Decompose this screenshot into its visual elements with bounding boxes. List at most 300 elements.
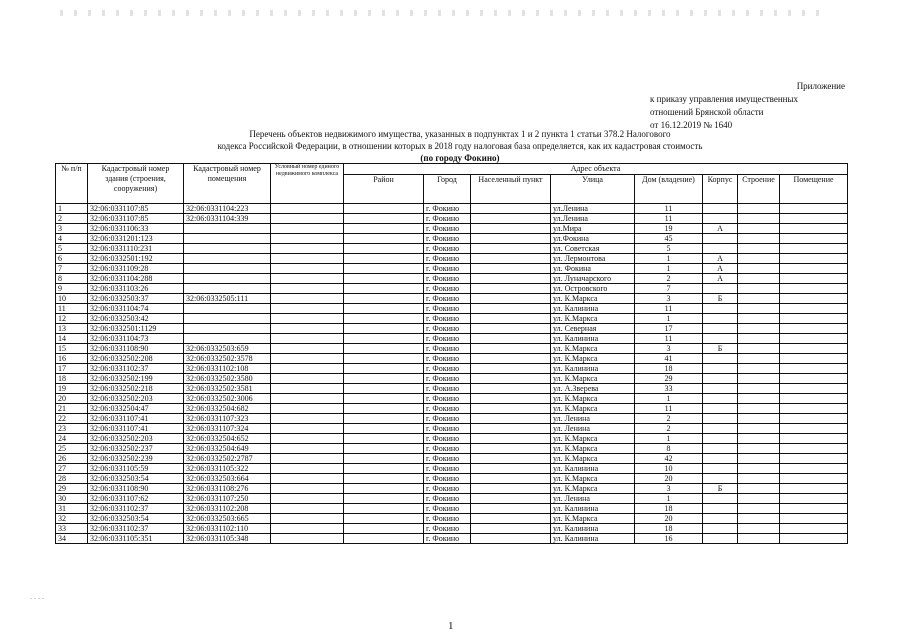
table-row (56, 354, 848, 364)
cell-building-cadastral: 32:06:0331104:288 (88, 274, 184, 284)
cell-house: 2 (635, 274, 703, 284)
cell-structure (738, 274, 780, 284)
cell-room (780, 484, 848, 494)
cell-settlement (471, 494, 551, 504)
cell-num: 27 (56, 464, 88, 474)
cell-corpus (703, 314, 738, 324)
table-row (56, 284, 848, 294)
cell-house: 11 (635, 214, 703, 224)
cell-street: ул. Лермонтова (551, 254, 635, 264)
cell-building-cadastral: 32:06:0332501:192 (88, 254, 184, 264)
cell-room (780, 384, 848, 394)
cell-room (780, 504, 848, 514)
cell-structure (738, 454, 780, 464)
cell-room (780, 324, 848, 334)
cell-premises-cadastral: 32:06:0331104:223 (184, 204, 271, 214)
cell-district (344, 534, 424, 544)
table-row (56, 344, 848, 354)
scan-noise-strip (60, 10, 820, 16)
cell-premises-cadastral: 32:06:0331104:339 (184, 214, 271, 224)
cell-settlement (471, 484, 551, 494)
cell-room (780, 274, 848, 284)
cell-premises-cadastral: 32:06:0332504:652 (184, 434, 271, 444)
cell-city: г. Фокино (424, 364, 471, 374)
cell-premises-cadastral: 32:06:0332502:3581 (184, 384, 271, 394)
table-row (56, 494, 848, 504)
cell-num: 15 (56, 344, 88, 354)
cell-building-cadastral: 32:06:0331107:41 (88, 424, 184, 434)
cell-num: 6 (56, 254, 88, 264)
cell-district (344, 354, 424, 364)
cell-settlement (471, 354, 551, 364)
cell-structure (738, 244, 780, 254)
cell-district (344, 384, 424, 394)
cell-settlement (471, 434, 551, 444)
cell-street: ул. К.Маркса (551, 314, 635, 324)
cell-settlement (471, 524, 551, 534)
cell-house: 20 (635, 514, 703, 524)
cell-corpus (703, 474, 738, 484)
cell-city: г. Фокино (424, 404, 471, 414)
cell-city: г. Фокино (424, 394, 471, 404)
cell-corpus (703, 494, 738, 504)
cell-building-cadastral: 32:06:0332504:47 (88, 404, 184, 414)
cell-street: ул. К.Маркса (551, 354, 635, 364)
cell-complex (271, 224, 344, 234)
cell-city: г. Фокино (424, 314, 471, 324)
cell-corpus (703, 514, 738, 524)
cell-corpus (703, 404, 738, 414)
cell-complex (271, 254, 344, 264)
cell-num: 30 (56, 494, 88, 504)
cell-premises-cadastral: 32:06:0332502:3006 (184, 394, 271, 404)
cell-num: 5 (56, 244, 88, 254)
cell-complex (271, 364, 344, 374)
cell-street: ул. Луначарского (551, 274, 635, 284)
cell-room (780, 364, 848, 374)
cell-street: ул. Советская (551, 244, 635, 254)
cell-city: г. Фокино (424, 434, 471, 444)
cell-num: 29 (56, 484, 88, 494)
cell-room (780, 214, 848, 224)
cell-num: 13 (56, 324, 88, 334)
cell-corpus: А (703, 254, 738, 264)
cell-premises-cadastral (184, 244, 271, 254)
cell-city: г. Фокино (424, 384, 471, 394)
cell-settlement (471, 254, 551, 264)
cell-street: ул. К.Маркса (551, 484, 635, 494)
table-row (56, 464, 848, 474)
cell-city: г. Фокино (424, 534, 471, 544)
cell-building-cadastral: 32:06:0331107:85 (88, 204, 184, 214)
cell-structure (738, 434, 780, 444)
cell-complex (271, 494, 344, 504)
heading-line-2: кодекса Российской Федерации, в отношении которых в 2018 году налоговая база определяется, как их кадастровая стоимость (217, 141, 703, 151)
cell-room (780, 294, 848, 304)
cell-premises-cadastral (184, 224, 271, 234)
cell-district (344, 284, 424, 294)
appendix-line-1: к приказу управления имущественных (650, 94, 799, 104)
cell-city: г. Фокино (424, 324, 471, 334)
cell-complex (271, 444, 344, 454)
cell-complex (271, 274, 344, 284)
cell-settlement (471, 344, 551, 354)
cell-room (780, 334, 848, 344)
cell-street: ул. А.Зверева (551, 384, 635, 394)
cell-street: ул. Северная (551, 324, 635, 334)
table-row (56, 324, 848, 334)
cell-premises-cadastral: 32:06:0332502:3580 (184, 374, 271, 384)
cell-building-cadastral: 32:06:0332502:208 (88, 354, 184, 364)
header-street: Улица (551, 175, 635, 204)
cell-settlement (471, 464, 551, 474)
cell-city: г. Фокино (424, 374, 471, 384)
cell-corpus (703, 434, 738, 444)
cell-complex (271, 504, 344, 514)
cell-corpus (703, 414, 738, 424)
cell-street: ул.Фокина (551, 234, 635, 244)
cell-num: 22 (56, 414, 88, 424)
cell-district (344, 254, 424, 264)
cell-num: 12 (56, 314, 88, 324)
table-row (56, 254, 848, 264)
cell-complex (271, 434, 344, 444)
cell-house: 1 (635, 494, 703, 504)
cell-street: ул. К.Маркса (551, 404, 635, 414)
cell-premises-cadastral (184, 304, 271, 314)
cell-num: 26 (56, 454, 88, 464)
cell-street: ул. К.Маркса (551, 444, 635, 454)
heading-line-3: (по городу Фокино) (420, 153, 500, 163)
cell-corpus: А (703, 274, 738, 284)
cell-city: г. Фокино (424, 334, 471, 344)
cell-room (780, 244, 848, 254)
cell-building-cadastral: 32:06:0331107:85 (88, 214, 184, 224)
cell-district (344, 214, 424, 224)
cell-num: 28 (56, 474, 88, 484)
cell-house: 45 (635, 234, 703, 244)
header-corpus: Корпус (703, 175, 738, 204)
cell-building-cadastral: 32:06:0331105:351 (88, 534, 184, 544)
cell-premises-cadastral: 32:06:0332504:682 (184, 404, 271, 414)
cell-street: ул.Мира (551, 224, 635, 234)
cell-corpus: Б (703, 484, 738, 494)
table-row (56, 534, 848, 544)
header-premises: Кадастровый номер помещения (184, 164, 271, 204)
appendix-title: Приложение (796, 81, 845, 91)
cell-num: 2 (56, 214, 88, 224)
header-room: Помещение (780, 175, 848, 204)
table-row (56, 244, 848, 254)
cell-corpus (703, 454, 738, 464)
cell-building-cadastral: 32:06:0331201:123 (88, 234, 184, 244)
cell-building-cadastral: 32:06:0331107:62 (88, 494, 184, 504)
cell-premises-cadastral: 32:06:0332503:659 (184, 344, 271, 354)
cell-district (344, 474, 424, 484)
property-register-table (55, 163, 848, 544)
cell-street: ул. Калинина (551, 464, 635, 474)
cell-complex (271, 414, 344, 424)
table-row (56, 264, 848, 274)
cell-building-cadastral: 32:06:0332503:54 (88, 474, 184, 484)
table-row (56, 374, 848, 384)
cell-num: 23 (56, 424, 88, 434)
cell-house: 19 (635, 224, 703, 234)
cell-premises-cadastral (184, 274, 271, 284)
cell-complex (271, 344, 344, 354)
table-row (56, 384, 848, 394)
cell-corpus (703, 334, 738, 344)
cell-city: г. Фокино (424, 454, 471, 464)
cell-house: 3 (635, 344, 703, 354)
cell-premises-cadastral (184, 314, 271, 324)
cell-district (344, 314, 424, 324)
cell-room (780, 394, 848, 404)
cell-street: ул. Калинина (551, 534, 635, 544)
cell-city: г. Фокино (424, 524, 471, 534)
cell-num: 34 (56, 534, 88, 544)
table-row (56, 294, 848, 304)
cell-settlement (471, 324, 551, 334)
cell-premises-cadastral (184, 254, 271, 264)
cell-num: 33 (56, 524, 88, 534)
cell-city: г. Фокино (424, 254, 471, 264)
cell-corpus (703, 234, 738, 244)
cell-house: 1 (635, 434, 703, 444)
cell-premises-cadastral: 32:06:0332503:665 (184, 514, 271, 524)
cell-street: ул. К.Маркса (551, 454, 635, 464)
cell-room (780, 464, 848, 474)
cell-building-cadastral: 32:06:0332502:203 (88, 394, 184, 404)
cell-street: ул. Калинина (551, 504, 635, 514)
cell-building-cadastral: 32:06:0332502:203 (88, 434, 184, 444)
cell-structure (738, 464, 780, 474)
header-address: Адрес объекта (344, 164, 848, 175)
cell-premises-cadastral (184, 234, 271, 244)
cell-settlement (471, 204, 551, 214)
cell-num: 3 (56, 224, 88, 234)
cell-house: 11 (635, 204, 703, 214)
cell-corpus (703, 364, 738, 374)
cell-premises-cadastral: 32:06:0331107:324 (184, 424, 271, 434)
cell-complex (271, 234, 344, 244)
cell-settlement (471, 394, 551, 404)
table-row (56, 424, 848, 434)
cell-premises-cadastral (184, 324, 271, 334)
cell-num: 20 (56, 394, 88, 404)
cell-corpus (703, 464, 738, 474)
cell-structure (738, 524, 780, 534)
cell-house: 16 (635, 534, 703, 544)
cell-building-cadastral: 32:06:0332503:37 (88, 294, 184, 304)
cell-room (780, 424, 848, 434)
cell-room (780, 344, 848, 354)
cell-room (780, 374, 848, 384)
cell-street: ул. К.Маркса (551, 394, 635, 404)
cell-settlement (471, 374, 551, 384)
header-num: № п/п (56, 164, 88, 204)
cell-city: г. Фокино (424, 294, 471, 304)
cell-district (344, 524, 424, 534)
cell-structure (738, 504, 780, 514)
cell-settlement (471, 364, 551, 374)
cell-structure (738, 214, 780, 224)
appendix-line-2: отношений Брянской области (650, 107, 764, 117)
cell-settlement (471, 534, 551, 544)
cell-house: 5 (635, 244, 703, 254)
cell-num: 1 (56, 204, 88, 214)
header-complex: Условный номер единого недвижимого комплекса (271, 164, 344, 204)
cell-corpus (703, 374, 738, 384)
cell-settlement (471, 284, 551, 294)
cell-settlement (471, 474, 551, 484)
table-row (56, 224, 848, 234)
cell-room (780, 474, 848, 484)
cell-room (780, 514, 848, 524)
table-row (56, 474, 848, 484)
cell-district (344, 434, 424, 444)
cell-house: 18 (635, 524, 703, 534)
cell-building-cadastral: 32:06:0332502:199 (88, 374, 184, 384)
cell-structure (738, 324, 780, 334)
cell-house: 42 (635, 454, 703, 464)
cell-building-cadastral: 32:06:0332503:54 (88, 514, 184, 524)
cell-complex (271, 244, 344, 254)
cell-complex (271, 314, 344, 324)
cell-premises-cadastral: 32:06:0331107:323 (184, 414, 271, 424)
cell-structure (738, 354, 780, 364)
cell-num: 16 (56, 354, 88, 364)
cell-structure (738, 234, 780, 244)
cell-structure (738, 384, 780, 394)
heading-line-1: Перечень объектов недвижимого имущества, указанных в подпунктах 1 и 2 пункта 1 статьи 378.2 Налогового (249, 129, 671, 139)
cell-district (344, 204, 424, 214)
table-row (56, 484, 848, 494)
cell-num: 24 (56, 434, 88, 444)
cell-house: 1 (635, 264, 703, 274)
cell-building-cadastral: 32:06:0331102:37 (88, 524, 184, 534)
cell-house: 2 (635, 424, 703, 434)
document-heading (90, 128, 830, 164)
cell-num: 7 (56, 264, 88, 274)
cell-corpus (703, 284, 738, 294)
appendix-line-3: от 16.12.2019 № 1640 (650, 120, 733, 130)
cell-structure (738, 224, 780, 234)
cell-num: 9 (56, 284, 88, 294)
cell-house: 1 (635, 314, 703, 324)
cell-building-cadastral: 32:06:0331104:74 (88, 304, 184, 314)
cell-structure (738, 474, 780, 484)
cell-street: ул. Калинина (551, 334, 635, 344)
cell-district (344, 294, 424, 304)
cell-complex (271, 304, 344, 314)
cell-complex (271, 454, 344, 464)
cell-building-cadastral: 32:06:0331104:73 (88, 334, 184, 344)
table-row (56, 414, 848, 424)
cell-complex (271, 334, 344, 344)
cell-house: 3 (635, 484, 703, 494)
cell-settlement (471, 444, 551, 454)
cell-room (780, 494, 848, 504)
cell-complex (271, 324, 344, 334)
cell-complex (271, 204, 344, 214)
cell-district (344, 224, 424, 234)
cell-structure (738, 494, 780, 504)
cell-corpus (703, 394, 738, 404)
cell-house: 11 (635, 404, 703, 414)
cell-street: ул. К.Маркса (551, 474, 635, 484)
cell-building-cadastral: 32:06:0332501:1129 (88, 324, 184, 334)
cell-house: 7 (635, 284, 703, 294)
cell-premises-cadastral: 32:06:0331108:276 (184, 484, 271, 494)
cell-house: 17 (635, 324, 703, 334)
cell-corpus (703, 324, 738, 334)
cell-street: ул. Ленина (551, 494, 635, 504)
table-row (56, 504, 848, 514)
cell-building-cadastral: 32:06:0331102:37 (88, 364, 184, 374)
cell-settlement (471, 244, 551, 254)
cell-complex (271, 354, 344, 364)
cell-structure (738, 314, 780, 324)
cell-street: ул. К.Маркса (551, 294, 635, 304)
cell-settlement (471, 214, 551, 224)
cell-room (780, 444, 848, 454)
cell-house: 2 (635, 414, 703, 424)
cell-settlement (471, 454, 551, 464)
cell-building-cadastral: 32:06:0332502:218 (88, 384, 184, 394)
cell-street: ул. Калинина (551, 304, 635, 314)
cell-premises-cadastral (184, 264, 271, 274)
cell-district (344, 234, 424, 244)
cell-corpus (703, 384, 738, 394)
cell-city: г. Фокино (424, 344, 471, 354)
header-structure: Строение (738, 175, 780, 204)
cell-city: г. Фокино (424, 494, 471, 504)
cell-num: 18 (56, 374, 88, 384)
cell-room (780, 454, 848, 464)
cell-settlement (471, 384, 551, 394)
cell-structure (738, 204, 780, 214)
cell-street: ул. К.Маркса (551, 514, 635, 524)
cell-complex (271, 214, 344, 224)
cell-street: ул. Калинина (551, 524, 635, 534)
cell-structure (738, 254, 780, 264)
cell-room (780, 234, 848, 244)
cell-room (780, 284, 848, 294)
cell-street: ул. К.Маркса (551, 374, 635, 384)
cell-settlement (471, 224, 551, 234)
cell-complex (271, 484, 344, 494)
table-row (56, 514, 848, 524)
cell-corpus (703, 444, 738, 454)
cell-settlement (471, 334, 551, 344)
cell-street: ул. Фокина (551, 264, 635, 274)
cell-structure (738, 374, 780, 384)
cell-corpus: А (703, 224, 738, 234)
cell-district (344, 464, 424, 474)
cell-premises-cadastral: 32:06:0332502:2787 (184, 454, 271, 464)
cell-num: 14 (56, 334, 88, 344)
cell-district (344, 404, 424, 414)
cell-complex (271, 294, 344, 304)
cell-building-cadastral: 32:06:0331108:90 (88, 344, 184, 354)
cell-structure (738, 404, 780, 414)
cell-building-cadastral: 32:06:0331107:41 (88, 414, 184, 424)
cell-settlement (471, 404, 551, 414)
cell-house: 33 (635, 384, 703, 394)
cell-settlement (471, 274, 551, 284)
cell-room (780, 534, 848, 544)
